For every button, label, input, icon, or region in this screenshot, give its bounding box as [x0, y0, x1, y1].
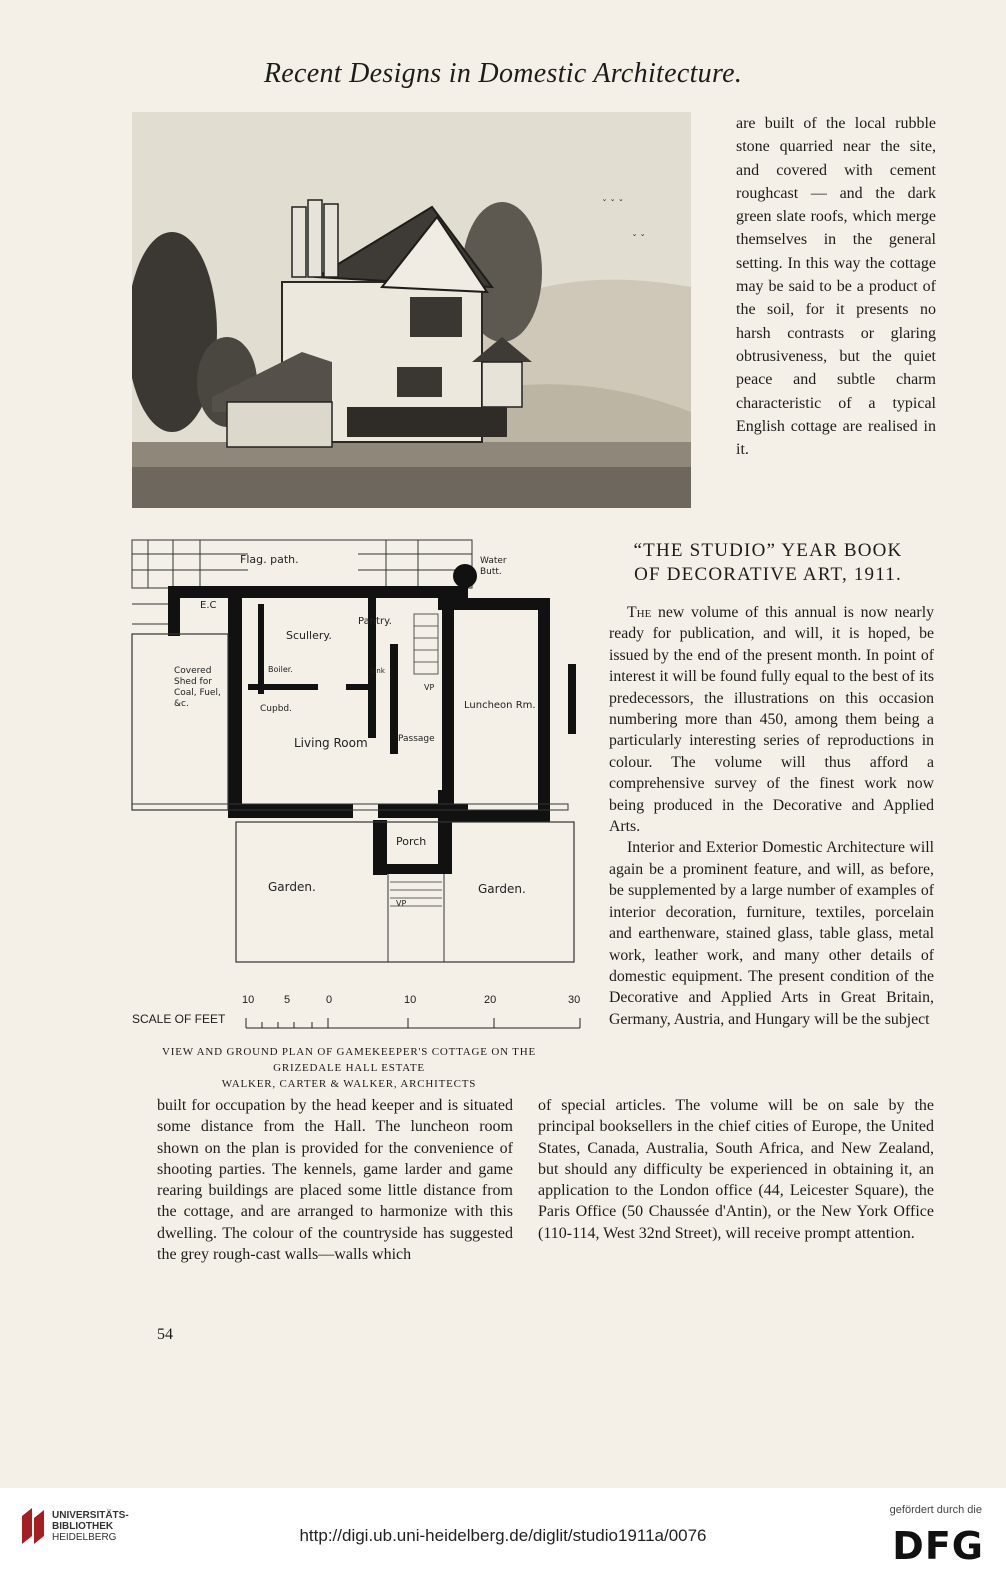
plan-label-pantry: Pantry.: [358, 616, 392, 627]
plan-label-boiler: Boiler.: [268, 665, 293, 674]
plan-label-garden-left: Garden.: [268, 880, 316, 894]
scale-label: SCALE OF FEET: [132, 1012, 226, 1026]
svg-text:ˇ ˇ: ˇ ˇ: [632, 234, 646, 245]
plan-label-passage: Passage: [398, 734, 435, 744]
plan-label-ec: E.C: [200, 600, 217, 611]
plan-label-porch: Porch: [396, 835, 427, 848]
article-body: [609, 602, 934, 1030]
plan-label-vp-lower: VP: [396, 899, 407, 908]
article-lead-word: The: [627, 604, 652, 621]
plan-label-living-room: Living Room: [294, 736, 368, 750]
article-paragraph-1-text: new volume of this annual is now nearly ready for publication, and will, it is hoped, be issued by the end of the present month. In point of interest it will be found fully equal to the best of its predecessors, the illustrations on this occasion numbering more than 450, among them being a particularly interesting series of reproductions in colour. The volume will thus afford a comprehensive survey of the finest work now being produced in the Decorative and Applied Arts.: [609, 604, 934, 836]
plan-label-scullery: Scullery.: [286, 629, 332, 642]
scale-tick-10-left: 10: [242, 994, 255, 1006]
dfg-logo: DFG: [892, 1524, 984, 1568]
plan-label-flag-path: Flag. path.: [240, 553, 299, 566]
library-line-3: HEIDELBERG: [52, 1532, 117, 1543]
caption-line-2: GRIZEDALE HALL ESTATE: [273, 1062, 425, 1074]
scale-tick-0: 0: [326, 994, 333, 1006]
page-number: 54: [157, 1326, 173, 1343]
article-title-line-2: OF DECORATIVE ART, 1911.: [634, 564, 902, 585]
running-title: Recent Designs in Domestic Architecture.: [263, 58, 743, 89]
scale-tick-20: 20: [484, 994, 497, 1006]
svg-text:ˇ ˇ ˇ: ˇ ˇ ˇ: [602, 199, 624, 210]
caption-line-3: WALKER, CARTER & WALKER, ARCHITECTS: [221, 1078, 477, 1090]
article-title: [592, 539, 944, 587]
figure-caption: [110, 1044, 588, 1092]
right-column-text: are built of the local rubble stone quarried near the site, and covered with cement roughcast — and the dark green slate roofs, which merge themselves in the general setting. In this way the cottage may be said to be a product of the soil, for it presents no harsh contrasts or glaring obtrusiveness, but the quiet peace and subtle charm characteristic of a typical English cottage are realised in it.: [736, 115, 936, 459]
scale-tick-10: 10: [404, 994, 417, 1006]
plan-label-cupboard: Cupbd.: [260, 704, 292, 714]
source-url-link[interactable]: http://digi.ub.uni-heidelberg.de/diglit/studio1911a/0076: [299, 1526, 707, 1545]
footer-bar: [0, 1488, 1006, 1585]
library-line-2: BIBLIOTHEK: [52, 1521, 114, 1532]
scale-tick-5: 5: [284, 994, 291, 1006]
bottom-right-text: of special articles. The volume will be on sale by the principal booksellers in the chief cities of Europe, the United States, Canada, Australia, South Africa, and New Zealand, but should any difficulty be experienced in obtaining it, an application to the London office (44, Leicester Square), the Paris Office (50 Chaussée d'Antin), or the New York Office (110-114, West 32nd Street), will receive prompt attention.: [538, 1097, 934, 1242]
caption-line-1: VIEW AND GROUND PLAN OF GAMEKEEPER'S COTTAGE ON THE: [162, 1046, 536, 1058]
article-paragraph-2: Interior and Exterior Domestic Architecture will again be a prominent feature, and will, as before, be supplemented by a large number of examples of interior decoration, furniture, textiles, porcelain and earthenware, stained glass, table glass, metal work, leather work, and many other details of domestic equipment. The present condition of the Decorative and Applied Arts in Great Britain, Germany, Austria, and Hungary will be the subject: [609, 839, 934, 1028]
plan-label-water-butt: Water Butt.: [480, 556, 507, 577]
cottage-view-illustration: [132, 112, 691, 508]
plan-label-garden-right: Garden.: [478, 882, 526, 896]
library-line-1: UNIVERSITÄTS-: [52, 1510, 129, 1521]
funded-by-text: gefördert durch die: [889, 1504, 982, 1516]
ground-plan: [128, 534, 588, 1034]
plan-label-covered-shed: Covered Shed for Coal, Fuel, &c.: [174, 666, 221, 709]
article-paragraph-1: [609, 602, 934, 837]
plan-label-luncheon-room: Luncheon Rm.: [464, 700, 536, 711]
bottom-left-text: built for occupation by the head keeper and is situated some distance from the Hall. The luncheon room shown on the plan is provided for the convenience of shooting parties. The kennels, game larder and game rearing buildings are placed some little distance from the cottage, and are arranged to harmonize with this dwelling. The colour of the countryside has suggested the grey rough-cast walls—walls which: [157, 1097, 513, 1264]
article-title-line-1: “THE STUDIO” YEAR BOOK: [633, 540, 903, 561]
plan-label-sink: Sink: [370, 667, 385, 675]
plan-label-vp: VP: [424, 683, 435, 692]
scale-tick-30: 30: [568, 994, 581, 1006]
